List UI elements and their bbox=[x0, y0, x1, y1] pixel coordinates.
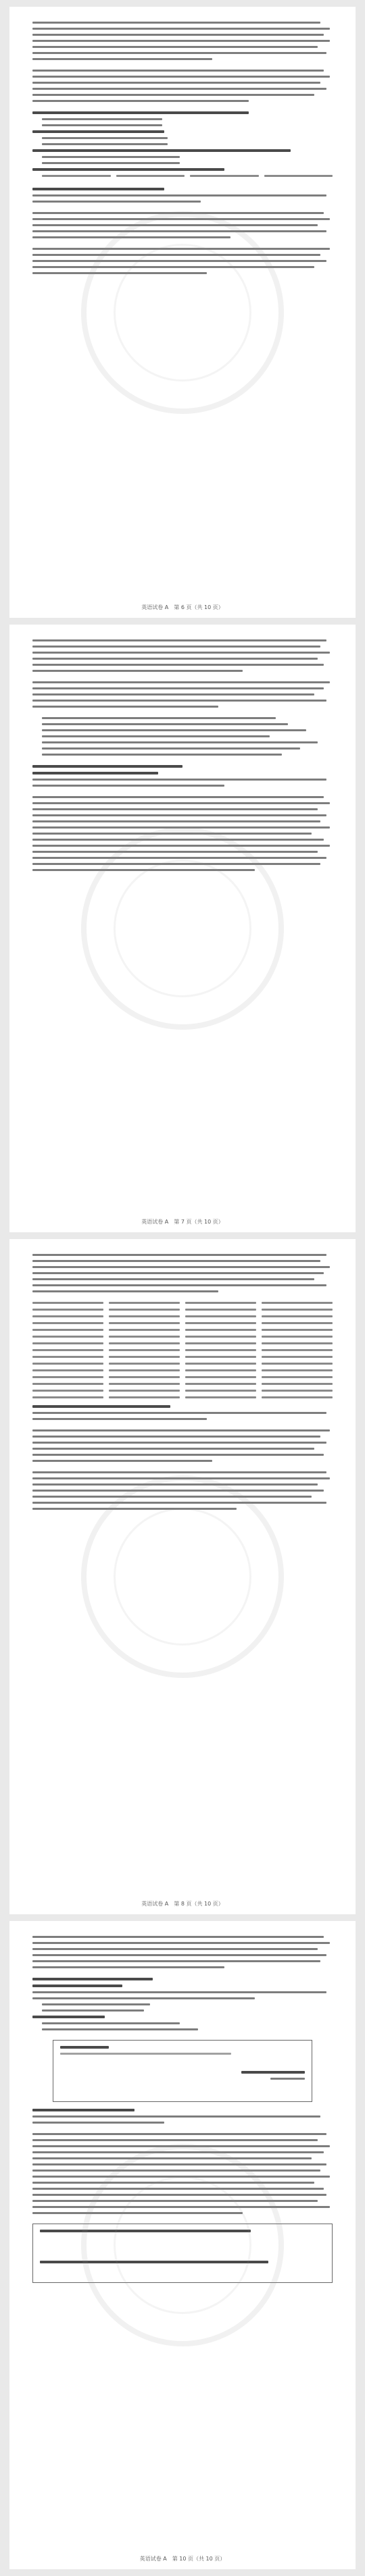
exam-page-6 bbox=[9, 7, 356, 618]
cloze-options-grid bbox=[32, 1302, 333, 1398]
passage-text bbox=[32, 212, 333, 274]
letter-template-box bbox=[53, 2040, 312, 2102]
section-heading bbox=[32, 188, 333, 203]
passage-text bbox=[32, 1936, 333, 1968]
section-heading bbox=[32, 765, 333, 787]
continuation-section-heading bbox=[32, 2109, 333, 2124]
answer-paragraph-box bbox=[32, 2224, 333, 2283]
passage-text bbox=[32, 22, 333, 102]
page-footer: 英语试卷 A 第 6 页（共 10 页） bbox=[141, 604, 224, 610]
exam-page-7 bbox=[9, 625, 356, 1232]
page-footer: 英语试卷 A 第 7 页（共 10 页） bbox=[141, 1219, 224, 1225]
passage-text bbox=[32, 639, 333, 708]
question-block bbox=[32, 111, 333, 177]
passage-text bbox=[32, 2133, 333, 2214]
writing-section-heading bbox=[32, 1978, 333, 2030]
passage-text bbox=[32, 796, 333, 871]
passage-text bbox=[32, 1254, 333, 1292]
exam-page-8 bbox=[9, 1239, 356, 1914]
passage-text bbox=[32, 1429, 333, 1510]
sentence-options-list bbox=[32, 717, 333, 756]
page-footer: 英语试卷 A 第 8 页（共 10 页） bbox=[141, 1901, 224, 1907]
page-footer: 英语试卷 A 第 10 页（共 10 页） bbox=[139, 2556, 226, 2562]
exam-page-10 bbox=[9, 1921, 356, 2569]
section-heading bbox=[32, 1405, 333, 1420]
